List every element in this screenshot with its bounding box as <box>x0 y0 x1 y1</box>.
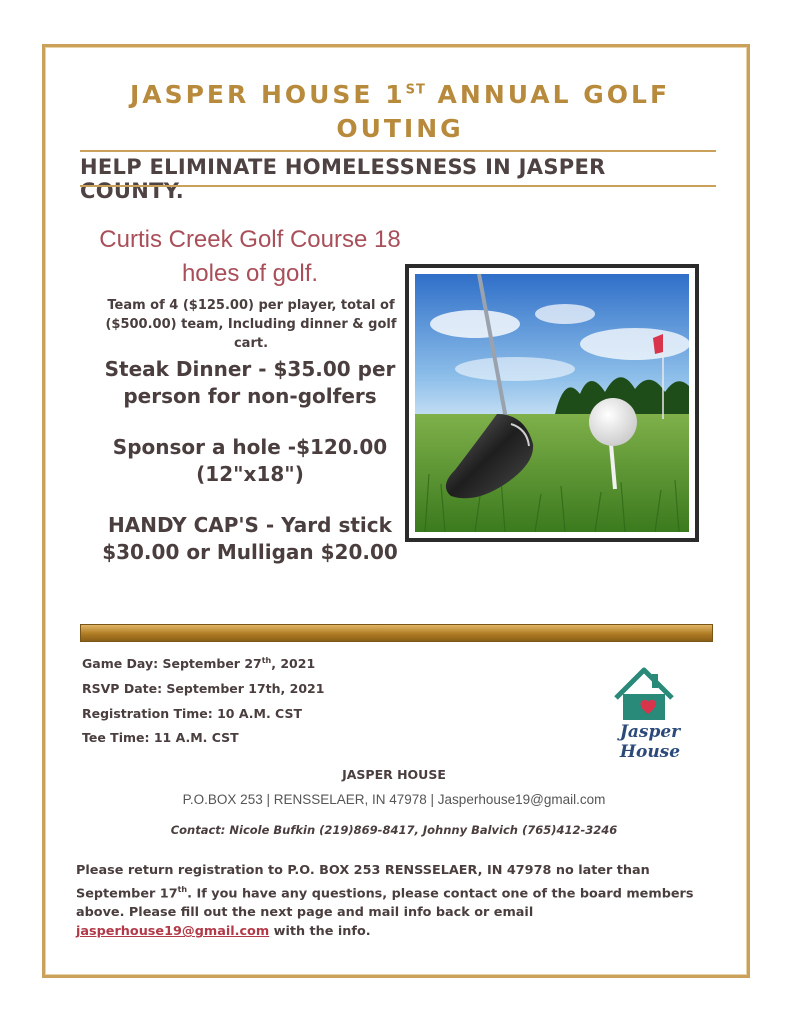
team-line-3: cart. <box>233 336 269 351</box>
course-line-1: Curtis Creek Golf Course 18 <box>99 226 401 253</box>
divider-bottom <box>80 185 716 187</box>
golf-photo <box>405 264 699 542</box>
team-line-1: Team of 4 ($125.00) per player, total of <box>107 298 395 313</box>
handicap-line-2: $30.00 or Mulligan $20.00 <box>102 540 398 564</box>
rsvp-date: RSVP Date: September 17th, 2021 <box>82 681 325 696</box>
gold-divider-bar <box>80 624 713 642</box>
handicap-line-1: HANDY CAP'S - Yard stick <box>108 513 392 537</box>
divider-top <box>80 150 716 152</box>
email-link[interactable]: jasperhouse19@gmail.com <box>76 924 270 940</box>
sponsor-line-1: Sponsor a hole -$120.00 <box>112 435 388 459</box>
org-name: JASPER HOUSE <box>342 767 446 782</box>
team-line-2: ($500.00) team, Including dinner & golf <box>105 317 397 332</box>
subtitle: HELP ELIMINATE HOMELESSNESS IN JASPER COUNTY. <box>80 155 606 203</box>
dinner-line-1: Steak Dinner - $35.00 per <box>104 357 396 381</box>
title-line-2: OUTING <box>336 114 464 143</box>
game-day: Game Day: September 27th, 2021 <box>82 656 316 672</box>
title-line-1: JASPER HOUSE 1ST ANNUAL GOLF <box>129 80 671 109</box>
contact-people: Contact: Nicole Bufkin (219)869-8417, Johnny Balvich (765)412-3246 <box>170 823 618 837</box>
tee-time: Tee Time: 11 A.M. CST <box>82 730 239 745</box>
registration-time: Registration Time: 10 A.M. CST <box>82 706 302 721</box>
course-line-2: holes of golf. <box>181 260 319 287</box>
logo-name: Jasper House <box>619 722 681 762</box>
golf-ball-driver-illustration <box>415 274 689 532</box>
sponsor-line-2: (12"x18") <box>196 462 304 486</box>
footer-paragraph: Please return registration to P.O. BOX 253 RENSSELAER, IN 47978 no later than September 17th. If you have any questions, please contact one of the board members above. Please fill out the next page and mail info back or email jasperhouse19@gmail.com with the info. <box>76 863 694 940</box>
org-address: P.O.BOX 253 | RENSSELAER, IN 47978 | Jasperhouse19@gmail.com <box>182 792 606 807</box>
dinner-line-2: person for non-golfers <box>123 384 377 408</box>
